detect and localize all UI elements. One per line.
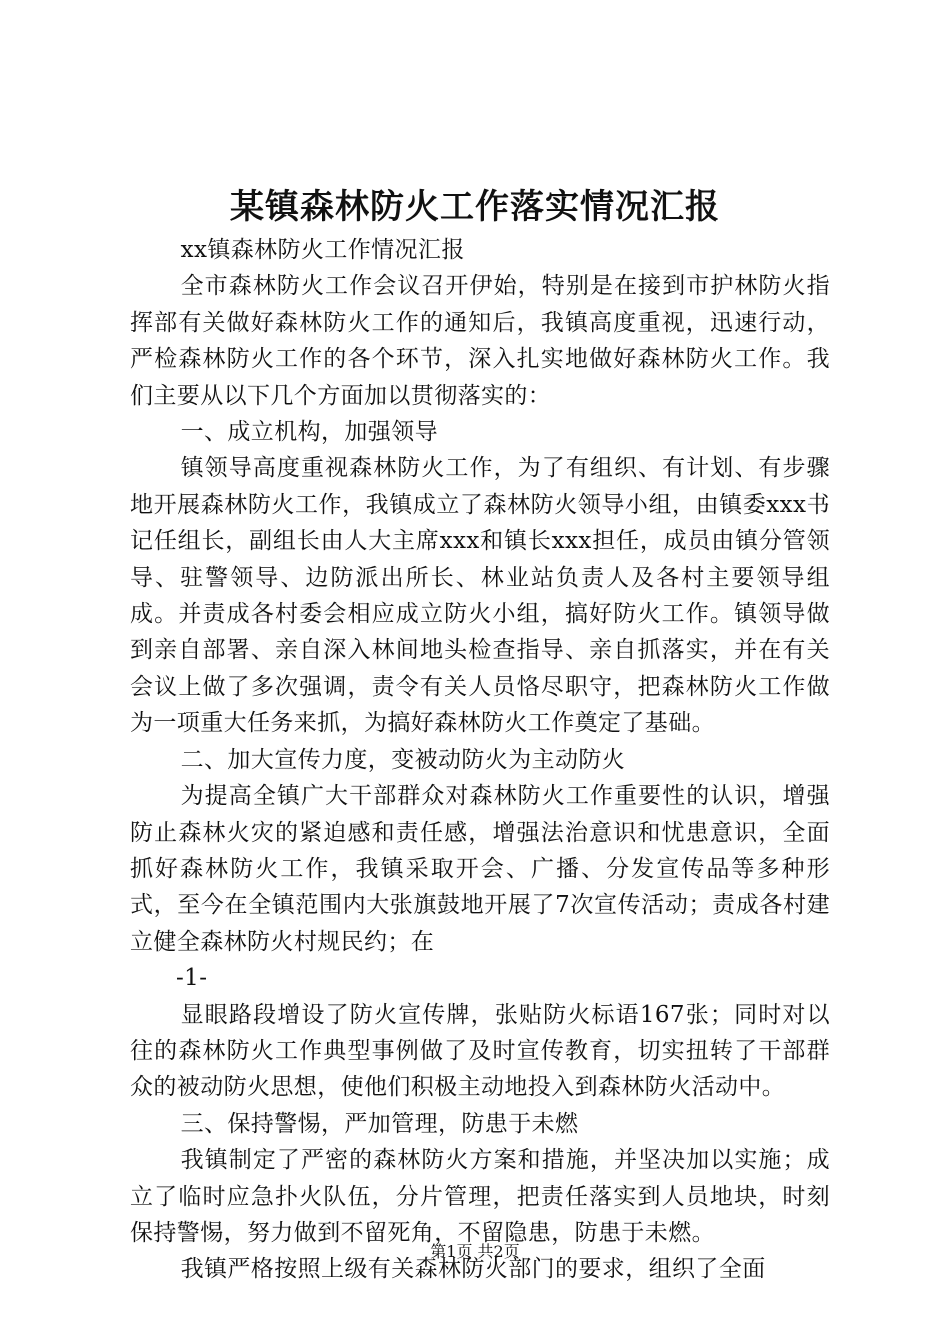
page-footer: 第1页 共2页 xyxy=(430,1242,520,1261)
section-3-continued-paragraph: 我镇严格按照上级有关森林防火部门的要求，组织了全面 xyxy=(180,1256,766,1283)
inline-page-marker: -1- xyxy=(176,965,208,992)
report-subtitle: xx镇森林防火工作情况汇报 xyxy=(180,237,465,263)
section-2-continued-paragraph: 显眼路段增设了防火宣传牌，张贴防火标语167张；同时对以往的森林防火工作典型事例做了及时宣传教育，切实扭转了干部群众的被动防火思想，使他们积极主动地投入到森林防火活动中。 xyxy=(130,1001,830,1101)
section-2-paragraph: 为提高全镇广大干部群众对森林防火工作重要性的认识，增强防止森林火灾的紧迫感和责任感，增强法治意识和忧患意识，全面抓好森林防火工作，我镇采取开会、广播、分发宣传品等多种形式，至今在全镇范围内大张旗鼓地开展了7次宣传活动；责成各村建立健全森林防火村规民约；在 xyxy=(130,783,830,955)
section-heading-2: 二、加大宣传力度，变被动防火为主动防火 xyxy=(180,746,626,773)
section-heading-1: 一、成立机构，加强领导 xyxy=(180,419,438,446)
section-3-paragraph: 我镇制定了严密的森林防火方案和措施，并坚决加以实施；成立了临时应急扑火队伍，分片管理，把责任落实到人员地块，时刻保持警惕，努力做到不留死角，不留隐患，防患于未燃。 xyxy=(130,1147,830,1246)
document-title: 某镇森林防火工作落实情况汇报 xyxy=(230,187,720,227)
intro-paragraph: 全市森林防火工作会议召开伊始，特别是在接到市护林防火指挥部有关做好森林防火工作的通知后，我镇高度重视，迅速行动，严检森林防火工作的各个环节，深入扎实地做好森林防火工作。我们主要从以下几个方面加以贯彻落实的： xyxy=(130,273,830,409)
section-1-paragraph: 镇领导高度重视森林防火工作，为了有组织、有计划、有步骤地开展森林防火工作，我镇成立了森林防火领导小组，由镇委xxx书记任组长，副组长由人大主席xxx和镇长xxx担任，成员由镇分管领导、驻警领导、边防派出所长、林业站负责人及各村主要领导组成。并责成各村委会相应成立防火小组，搞好防火工作。镇领导做到亲自部署、亲自深入林间地头检查指导、亲自抓落实，并在有关会议上做了多次强调，责令有关人员恪尽职守，把森林防火工作做为一项重大任务来抓，为搞好森林防火工作奠定了基础。 xyxy=(130,455,830,737)
document-body xyxy=(130,232,830,1288)
section-heading-3: 三、保持警惕，严加管理，防患于未燃 xyxy=(180,1110,579,1137)
